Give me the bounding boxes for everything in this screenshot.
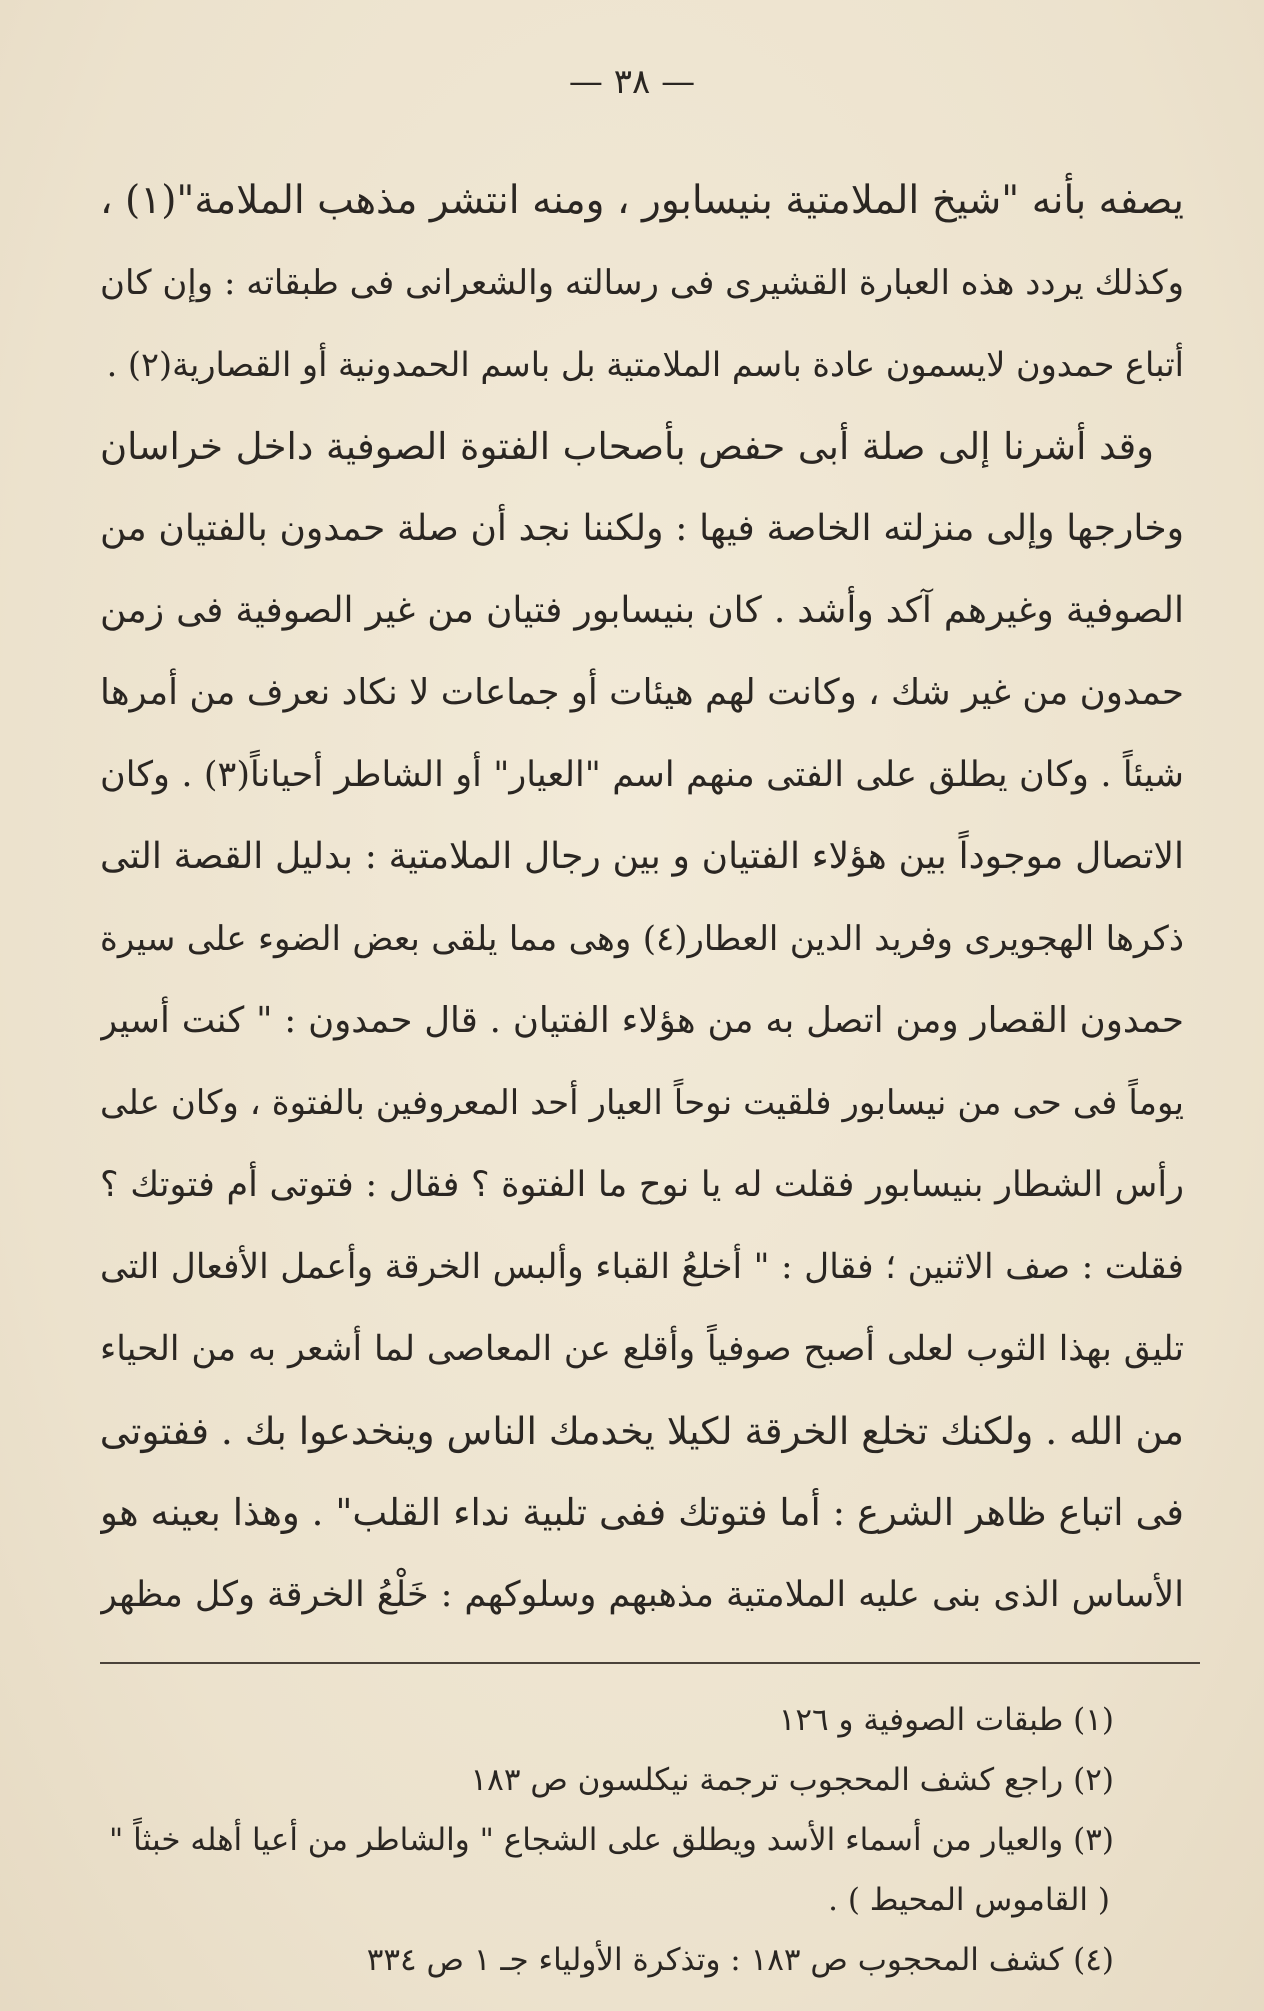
body-line: يصفه بأنه "شيخ الملامتية بنيسابور ، ومنه انتشر مذهب الملامة"(١) ، (100, 178, 1184, 223)
body-line: حمدون القصار ومن اتصل به من هؤلاء الفتيان . قال حمدون : " كنت أسير (100, 1000, 1184, 1041)
body-line: الصوفية وغيرهم آكد وأشد . كان بنيسابور فتيان من غير الصوفية فى زمن (100, 590, 1184, 631)
footnote: (١) طبقات الصوفية و ١٢٦ (778, 1702, 1114, 1738)
body-line: شيئاً . وكان يطلق على الفتى منهم اسم "العيار" أو الشاطر أحياناً(٣) . وكان (100, 755, 1184, 795)
footnote-continuation: ( القاموس المحيط ) . (828, 1882, 1110, 1918)
body-line: وكذلك يردد هذه العبارة القشيرى فى رسالته والشعرانى فى طبقاته : وإن كان (100, 263, 1184, 303)
body-line: وخارجها وإلى منزلته الخاصة فيها : ولكننا نجد أن صلة حمدون بالفتيان من (100, 508, 1184, 549)
body-line: ذكرها الهجويرى وفريد الدين العطار(٤) وهى مما يلقى بعض الضوء على سيرة (100, 919, 1184, 959)
body-line: تليق بهذا الثوب لعلى أصبح صوفياً وأقلع عن المعاصى لما أشعر به من الحياء (100, 1329, 1184, 1369)
body-line: فقلت : صف الاثنين ؛ فقال : " أخلعُ القباء وألبس الخرقة وأعمل الأفعال التى (100, 1247, 1184, 1287)
body-line: وقد أشرنا إلى صلة أبى حفص بأصحاب الفتوة الصوفية داخل خراسان (100, 425, 1154, 468)
footnote: (٤) كشف المحجوب ص ١٨٣ : وتذكرة الأولياء جـ ١ ص ٣٣٤ (366, 1942, 1114, 1978)
footnote: (٣) والعيار من أسماء الأسد ويطلق على الشجاع " والشاطر من أعيا أهله خبثاً " (109, 1822, 1114, 1858)
page-number: — ٣٨ — (568, 62, 696, 102)
body-line: من الله . ولكنك تخلع الخرقة لكيلا يخدمك الناس وينخدعوا بك . ففتوتى (100, 1409, 1184, 1453)
body-line: أتباع حمدون لايسمون عادة باسم الملامتية بل باسم الحمدونية أو القصارية(٢) . (106, 345, 1184, 384)
body-line: الأساس الذى بنى عليه الملامتية مذهبهم وسلوكهم : خَلْعُ الخرقة وكل مظهر (100, 1575, 1184, 1615)
body-line: يوماً فى حى من نيسابور فلقيت نوحاً العيار أحد المعروفين بالفتوة ، وكان على (100, 1083, 1184, 1123)
body-line: رأس الشطار بنيسابور فقلت له يا نوح ما الفتوة ؟ فقال : فتوتى أم فتوتك ؟ (100, 1165, 1184, 1205)
body-line: حمدون من غير شك ، وكانت لهم هيئات أو جماعات لا نكاد نعرف من أمرها (100, 672, 1184, 713)
footnotes (94, 1690, 1114, 1990)
footnote: (٢) راجع كشف المحجوب ترجمة نيكلسون ص ١٨٣ (470, 1762, 1114, 1798)
body-text (100, 160, 1184, 1636)
footnote-separator (100, 1662, 1200, 1664)
body-line: الاتصال موجوداً بين هؤلاء الفتيان و بين رجال الملامتية : بدليل القصة التى (100, 836, 1184, 877)
body-line: فى اتباع ظاهر الشرع : أما فتوتك ففى تلبية نداء القلب" . وهذا بعينه هو (100, 1491, 1184, 1534)
